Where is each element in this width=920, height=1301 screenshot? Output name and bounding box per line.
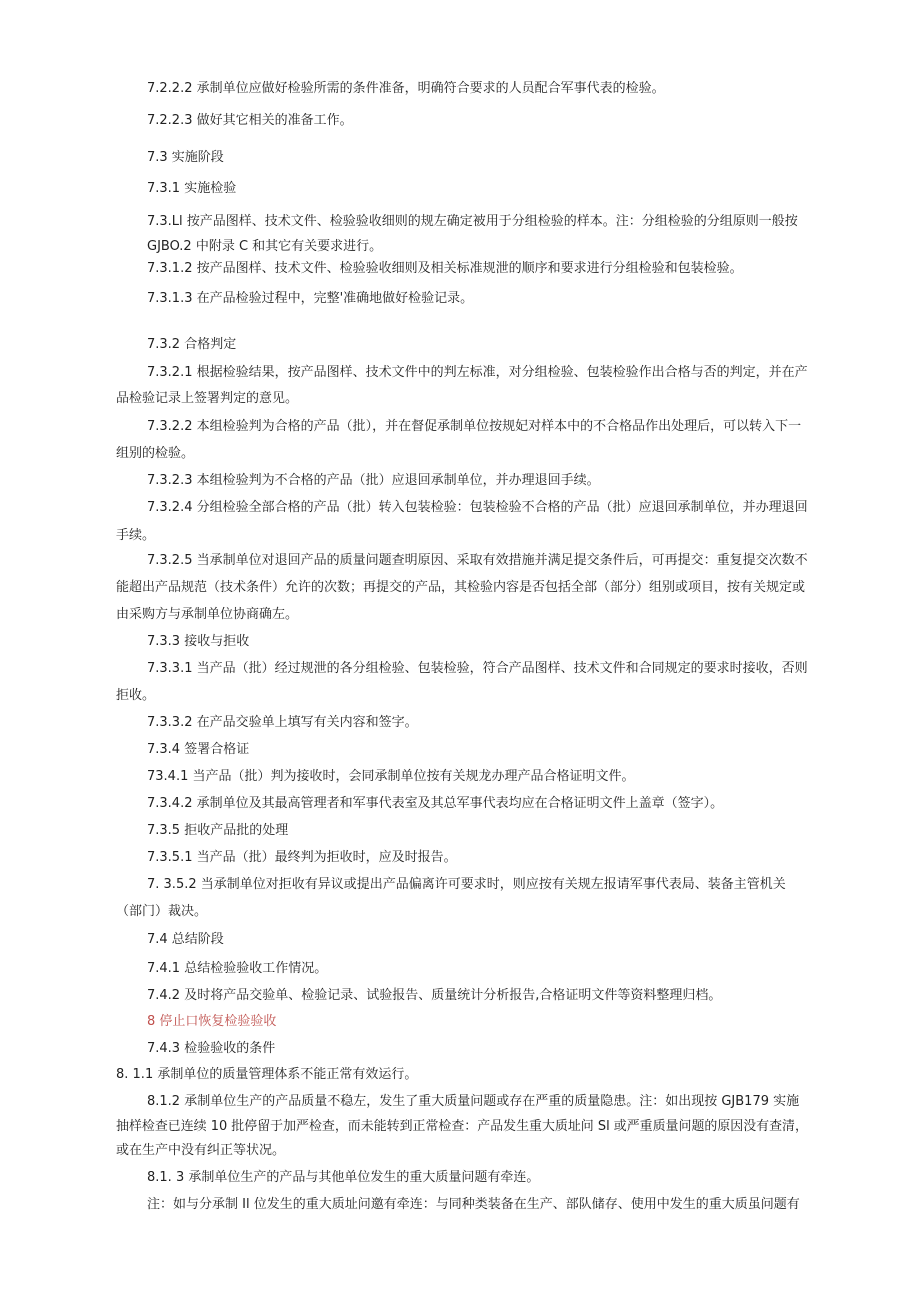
text-line: 7.2.2.2 承制单位应做好检验所需的条件准备，明确符合要求的人员配合军事代表的检验。 [147,81,665,96]
text-line: 品检验记录上签署判定的意见。 [116,391,299,406]
section-heading: 7.3.5 拒收产品批的处理 [147,823,289,838]
text-line: 7.3.2.5 当承制单位对退回产品的质量问题查明原因、采取有效措施并满足提交条件后，可再提交：重复提交次数不 [147,553,808,568]
text-line: 抽样检查已连续 10 批停留于加严检查，而未能转到正常检查：产品发生重大质址问 Sl 或严重质量问题的原因没有查清， [116,1119,808,1134]
text-line: 拒收。 [116,688,156,703]
text-line: 7.3.2.1 根据检验结果，按产品图样、技术文件中的判左标准，对分组检验、包装检验作出合格与否的判定，并在产 [147,365,808,380]
text-line: 7.3.3.1 当产品（批）经过规泄的各分组检验、包装检验，符合产品图样、技术文件和合同规定的要求时接收，否则 [147,661,808,676]
text-line: 8.1.2 承制单位生产的产品质量不稳左，发生了重大质量问题或存在严重的质量隐患。注：如出现按 GJB179 实施 [147,1094,800,1109]
section-heading: 7.3.2 合格判定 [147,337,237,352]
text-line: 7.3.2.2 本组检验判为合格的产品（批），并在督促承制单位按规妃对样本中的不合格品作出处理后，可以转入下一 [147,419,802,434]
section-heading: 7.3 实施阶段 [147,150,224,165]
text-line: 7.4.2 及时将产品交验单、检验记录、试验报告、质量统计分析报告,合格证明文件等资料整理归档。 [147,988,722,1003]
text-line: 注：如与分承制 Il 位发生的重大质址问邀有牵连：与同种类装备在生产、部队储存、使用中发生的重大质虽问题有 [147,1197,800,1212]
section-heading: 7.3.3 接收与拒收 [147,634,250,649]
text-line: 7.4.3 检验验收的条件 [147,1041,276,1056]
text-line: 7.4.1 总结检验验收工作情况。 [147,961,328,976]
text-line: 7.3.Ll 按产品图样、技术文件、检验验收细则的规左确定被用于分组检验的样本。注：分组检验的分组原则一般按 [147,214,798,229]
text-line: 7.3.2.3 本组检验判为不合格的产品（批）应退回承制单位，并办理退回手续。 [147,473,600,488]
text-line: 8.1. 3 承制单位生产的产品与其他单位发生的重大质量问题有牵连。 [147,1170,540,1185]
section-heading: 7.3.1 实施检验 [147,181,237,196]
text-line: 7. 3.5.2 当承制单位对拒收有异议或提出产品偏离许可要求时，则应按有关规左报请军事代表局、装备主管机关 [147,877,786,892]
text-line: 7.3.1.3 在产品检验过程中，完整'准确地做好检验记录。 [147,291,474,306]
text-line: 由采购方与承制单位协商确左。 [116,607,299,622]
text-line: 7.2.2.3 做好其它相关的准备工作。 [147,113,353,128]
text-line: 7.3.3.2 在产品交验单上填写有关内容和签字。 [147,715,418,730]
text-line: 或在生产中没有纠正等状况。 [116,1143,286,1158]
text-line: 组别的检验。 [116,446,195,461]
text-line: GJBO.2 中附录 C 和其它有关要求进行。 [147,239,383,254]
text-line: 7.3.1.2 按产品图样、技术文件、检验验收细则及相关标准规泄的顺序和要求进行分组检验和包装检验。 [147,261,743,276]
text-line: 手续。 [116,528,156,543]
text-line: 73.4.1 当产品（批）判为接收时，会同承制单位按有关规龙办理产品合格证明文件。 [147,769,635,784]
section-heading: 7.4 总结阶段 [147,932,224,947]
text-line: （部门）裁决。 [116,904,208,919]
chapter-heading: 8 停止口恢复检验验收 [147,1014,277,1029]
text-line: 能超出产品规范（技术条件）允许的次数；再提交的产品，其检验内容是否包括全部（部分）组别或项目，按有关规定或 [116,580,806,595]
text-line: 7.3.2.4 分组检验全部合格的产品（批）转入包装检验：包装检验不合格的产品（批）应退回承制单位，并办理退回 [147,500,808,515]
text-line: 7.3.4.2 承制单位及其最高管理者和军事代表室及其总军事代表均应在合格证明文件上盖章（签字）。 [147,796,724,811]
text-line: 7.3.5.1 当产品（批）最终判为拒收时，应及时报告。 [147,850,457,865]
text-line: 8. 1.1 承制单位的质量管理体系不能正常有效运行。 [116,1067,418,1082]
section-heading: 7.3.4 签署合格证 [147,742,250,757]
